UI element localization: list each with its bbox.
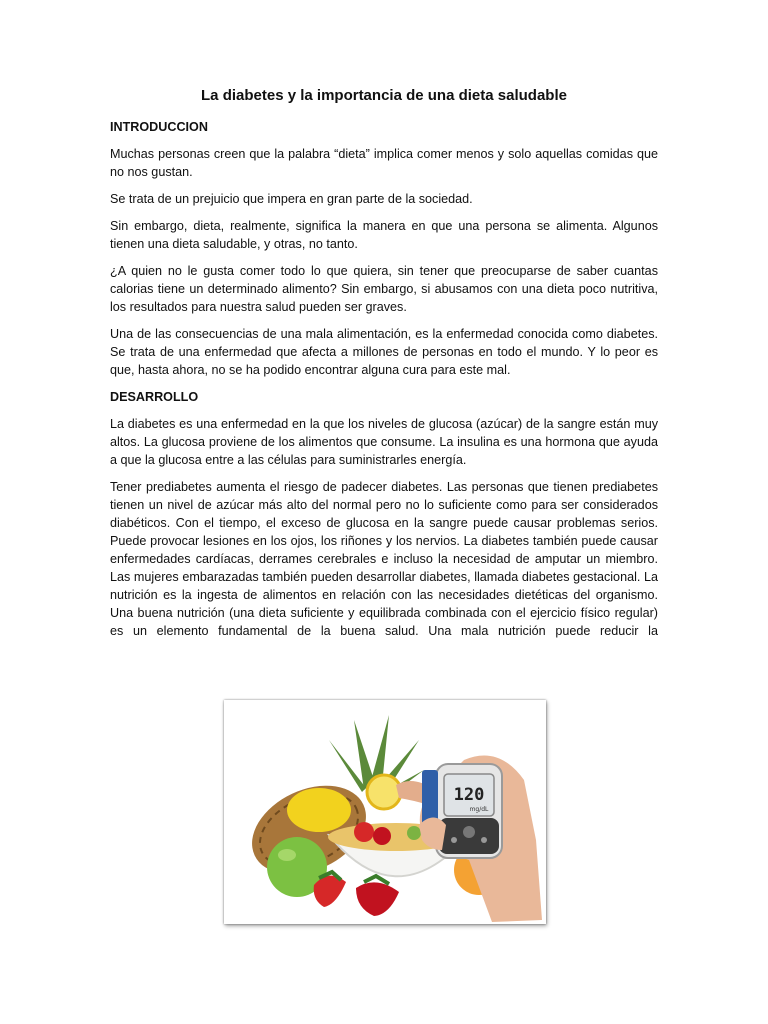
document-body [110,118,658,649]
section-heading-desarrollo: DESARROLLO [110,390,199,404]
paragraph: Sin embargo, dieta, realmente, significa la manera en que una persona se alimenta. Algunos tienen una dieta saludable, y otras, no tanto. [110,219,658,251]
paragraph: La diabetes es una enfermedad en la que los niveles de glucosa (azúcar) de la sangre están muy altos. La glucosa proviene de los alimentos que consume. La insulina es una hormona que ayuda a que la glucosa entre a las células para suministrarles energía. [110,417,658,467]
fruit-illustration [224,700,546,924]
lemon [287,788,351,832]
meter-unit: mg/dL [469,806,489,813]
paragraph: Tener prediabetes aumenta el riesgo de padecer diabetes. Las personas que tienen prediabetes tienen un nivel de azúcar más alto del normal pero no lo suficiente como para ser considerados diabéticos. Con el tiempo, el exceso de glucosa en la sangre puede causar problemas serios. Puede provocar lesiones en los ojos, los riñones y los nervios. La diabetes también puede causar enfermedades cardíacas, derrames cerebrales e incluso la necesidad de amputar un miembro. Las mujeres embarazadas también pueden desarrollar diabetes, llamada diabetes gestacional. La nutrición es la ingesta de alimentos en relación con las necesidades dietéticas del organismo. Una buena nutrición (una dieta suficiente y equilibrada combinada con el ejercicio físico regular) es un elemento fundamental de la buena salud. Una mala nutrición puede reducir la [110,480,658,638]
document-title: La diabetes y la importancia de una dieta saludable [201,87,567,104]
paragraph: Muchas personas creen que la palabra “dieta” implica comer menos y solo aquellas comidas que no nos gustan. [110,147,658,179]
paragraph: Se trata de un prejuicio que impera en gran parte de la sociedad. [110,192,473,206]
meter-reading: 120 [453,785,485,805]
paragraph: ¿A quien no le gusta comer todo lo que quiera, sin tener que preocuparse de saber cuantas calorias tiene un determinado alimento? Sin embargo, si abusamos con una dieta poco nutritiva, los resultados para nuestra salud pueden ser graves. [110,264,658,314]
lemon-slice [367,775,401,809]
section-heading-introduccion: INTRODUCCION [110,120,208,134]
fruit-and-glucose-meter-image [224,700,546,924]
strawberry [356,882,399,916]
paragraph: Una de las consecuencias de una mala alimentación, es la enfermedad conocida como diabetes. Se trata de una enfermedad que afecta a millones de personas en todo el mundo. Y lo peor es que, hasta ahora, no se ha podido encontrar alguna cura para este mal. [110,327,658,377]
